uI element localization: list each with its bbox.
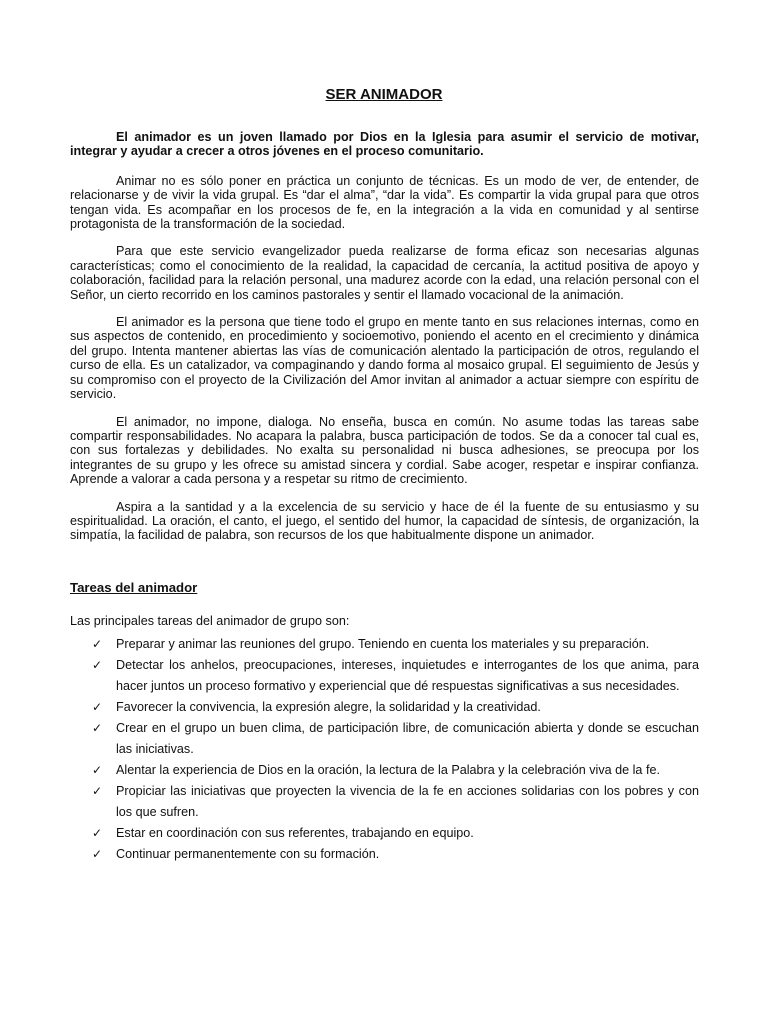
list-item bbox=[70, 844, 699, 865]
page-title: SER ANIMADOR bbox=[325, 86, 443, 103]
paragraph: Aspira a la santidad y a la excelencia de su servicio y hace de él la fuente de su entusiasmo y su espiritualidad. La oración, el canto, el juego, el sentido del humor, la capacidad de síntesis, de organización, la simpatía, la facilidad de palabra, son recursos de los que habitualmente dispone un animador. bbox=[70, 499, 699, 543]
checkmark-icon: ✓ bbox=[92, 637, 103, 651]
list-item bbox=[70, 697, 699, 718]
list-item-text: Continuar permanentemente con su formación. bbox=[116, 847, 380, 861]
list-item bbox=[70, 760, 699, 781]
checkmark-icon: ✓ bbox=[92, 658, 103, 672]
task-list bbox=[70, 634, 699, 865]
list-item-text: Preparar y animar las reuniones del grupo. Teniendo en cuenta los materiales y su preparación. bbox=[116, 637, 650, 651]
checkmark-icon: ✓ bbox=[92, 826, 103, 840]
list-item bbox=[70, 718, 699, 760]
list-item bbox=[70, 655, 699, 697]
list-item-text: Alentar la experiencia de Dios en la oración, la lectura de la Palabra y la celebración viva de la fe. bbox=[116, 763, 660, 777]
paragraph: El animador es la persona que tiene todo el grupo en mente tanto en sus relaciones internas, como en sus aspectos de contenido, en procedimiento y socioemotivo, poniendo el acento en el crecimiento y dinámica del grupo. Intenta mantener abiertas las vías de comunicación alentado la participación de otros, regulando el curso de ella. Es un catalizador, va compaginando y dando forma al mosaico grupal. El seguimiento de Jesús y su compromiso con el proyecto de la Civilización del Amor invitan al animador a actuar siempre con espíritu de servicio. bbox=[70, 315, 699, 402]
list-item bbox=[70, 823, 699, 844]
section-heading: Tareas del animador bbox=[70, 580, 198, 595]
checkmark-icon: ✓ bbox=[92, 700, 103, 714]
list-item-text: Favorecer la convivencia, la expresión alegre, la solidaridad y la creatividad. bbox=[116, 700, 541, 714]
paragraph: Para que este servicio evangelizador pueda realizarse de forma eficaz son necesarias algunas características; como el conocimiento de la realidad, la capacidad de cercanía, la actitud positiva de apoyo y colaboración, facilidad para la relación personal, una madurez acorde con la edad, una relación personal con el Señor, un cierto recorrido en los caminos pastorales y sentir el llamado vocacional de la animación. bbox=[70, 244, 699, 302]
checkmark-icon: ✓ bbox=[92, 847, 103, 861]
paragraph: El animador, no impone, dialoga. No enseña, busca en común. No asume todas las tareas sabe compartir responsabilidades. No acapara la palabra, busca participación de todos. Se da a conocer tal cual es, con sus fortalezas y debilidades. No exalta su personalidad ni busca adhesiones, se preocupa por los integrantes de su grupo y les ofrece su amistad sincera y cordial. Sabe acoger, respetar e inspirar confianza. Aprende a valorar a cada persona y a respetar su ritmo de crecimiento. bbox=[70, 414, 699, 487]
document-body bbox=[70, 130, 699, 556]
list-intro: Las principales tareas del animador de grupo son: bbox=[70, 614, 350, 628]
list-item-text: Propiciar las iniciativas que proyecten la vivencia de la fe en acciones solidarias con los pobres y con los que sufren. bbox=[116, 784, 699, 819]
list-item-text: Estar en coordinación con sus referentes, trabajando en equipo. bbox=[116, 826, 474, 840]
checkmark-icon: ✓ bbox=[92, 721, 103, 735]
paragraph: Animar no es sólo poner en práctica un conjunto de técnicas. Es un modo de ver, de entender, de relacionarse y de vivir la vida grupal. Es “dar el alma”, “dar la vida”. Es compartir la vida grupal para que otros tengan vida. Es acompañar en los procesos de fe, en la integración a la vida en comunidad y al sentirse protagonista de la transformación de la sociedad. bbox=[70, 173, 699, 232]
checkmark-icon: ✓ bbox=[92, 763, 103, 777]
list-item-text: Crear en el grupo un buen clima, de participación libre, de comunicación abierta y donde se escuchan las iniciativas. bbox=[116, 721, 699, 756]
list-item-text: Detectar los anhelos, preocupaciones, intereses, inquietudes e interrogantes de los que anima, para hacer juntos un proceso formativo y experiencial que dé respuestas significativas a sus necesidades. bbox=[116, 658, 699, 693]
list-item bbox=[70, 781, 699, 823]
checkmark-icon: ✓ bbox=[92, 784, 103, 798]
intro-paragraph: El animador es un joven llamado por Dios en la Iglesia para asumir el servicio de motivar, integrar y ayudar a crecer a otros jóvenes en el proceso comunitario. bbox=[70, 130, 699, 159]
list-item bbox=[70, 634, 699, 655]
